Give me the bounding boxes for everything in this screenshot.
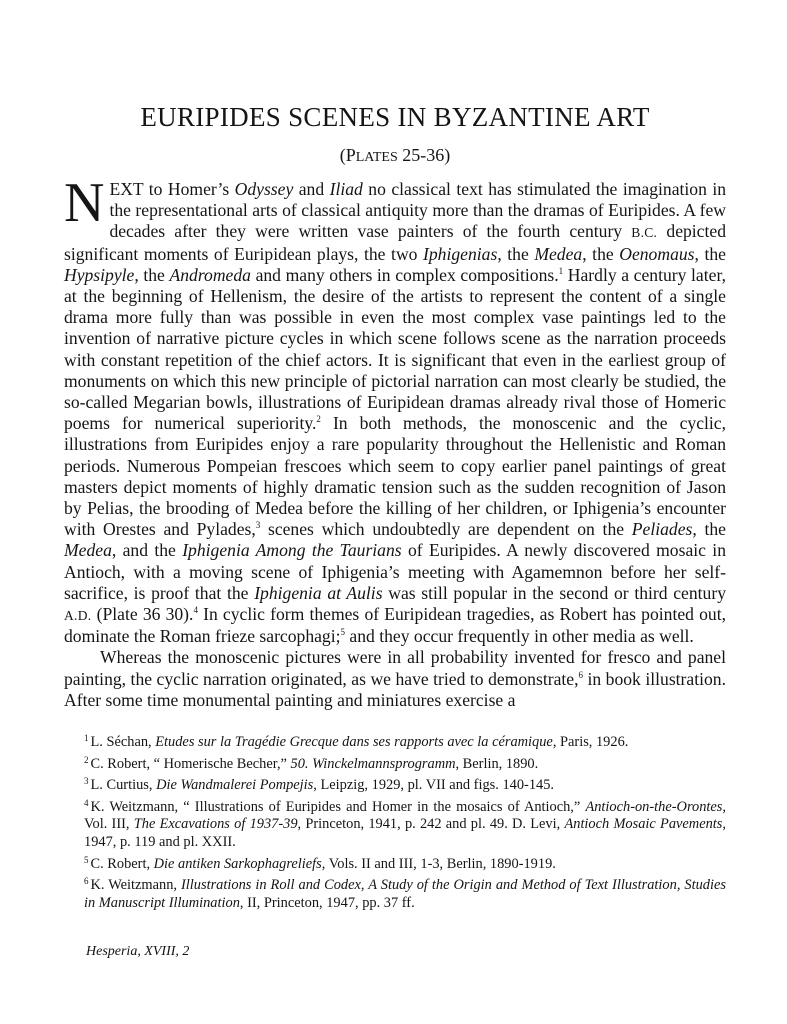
italic-text: Die Wandmalerei Pompejis xyxy=(156,777,314,794)
footnote-number: 3 xyxy=(84,776,89,787)
italic-text: Andromeda xyxy=(169,264,251,285)
text-run: , the xyxy=(497,243,535,264)
smallcaps-text: B.C. xyxy=(631,225,658,241)
text-run: of Euripides. A newly discovered mosaic in Antioch, with a moving scene of Iphigenia’s meeting with Agamemnon before her self-sacrifice, is proof that the xyxy=(64,540,726,603)
italic-text: 50. Winckelmannsprogramm xyxy=(290,755,456,772)
footnote xyxy=(84,730,726,752)
text-run: , Princeton, 1941, p. 242 and pl. 49. D. Levi, xyxy=(297,816,565,833)
text-run: and xyxy=(293,179,330,199)
text-run: was still popular in the second or third century xyxy=(382,582,727,603)
italic-text: Odyssey xyxy=(234,179,294,199)
text-run: scenes which undoubtedly are dependent on the xyxy=(260,519,632,540)
footnote xyxy=(84,852,726,874)
italic-text: Peliades xyxy=(631,519,693,540)
text-run: K. Weitzmann, xyxy=(90,877,181,894)
footnote-number: 6 xyxy=(84,876,89,887)
italic-text: Medea xyxy=(534,243,583,264)
italic-text: Iphigenia Among the Taurians xyxy=(182,540,402,561)
article xyxy=(64,100,726,912)
italic-text: Hypsipyle xyxy=(64,264,135,285)
text-run: and they occur frequently in other media as well. xyxy=(345,626,694,647)
italic-text: Illustrations in Roll and Codex, A Study of the Origin and Method of Text Illustration, Studies in Manuscript Illumination xyxy=(84,877,726,911)
text-run: no classical text has stimulated the imagination in the representational arts of classical antiquity more than the dramas of Euripides. A few decades after they were written vase painters of the fourth century xyxy=(109,179,727,242)
plates-open: (P xyxy=(339,145,356,165)
text-run: (Plate 36 30). xyxy=(91,604,194,625)
footnote-marker: 4 xyxy=(193,605,198,616)
text-run: L. Séchan, xyxy=(90,734,156,751)
text-run: , Vol. III, xyxy=(84,798,726,833)
text-run: EXT to Homer’s xyxy=(109,179,235,199)
smallcaps-text: A.D. xyxy=(64,608,92,624)
footnote-number: 2 xyxy=(84,754,89,765)
text-run: depicted significant moments of Euripidean plays, the two xyxy=(64,221,726,264)
text-run: Whereas the monoscenic pictures were in all probability invented for fresco and panel painting, the cyclic narration originated, as we have tried to demonstrate, xyxy=(64,647,726,689)
text-run: In cyclic form themes of Euripidean tragedies, as Robert has pointed out, dominate the Roman frieze sarcophagi; xyxy=(64,604,726,647)
text-run: , and the xyxy=(111,540,183,561)
text-run: , the xyxy=(692,519,726,540)
text-run: , 1947, p. 119 and pl. XXII. xyxy=(84,816,726,851)
footnote xyxy=(84,795,726,852)
text-run: Hardly a century later, at the beginning of Hellenism, the desire of the artists to represent the content of a single drama more fully than was possible in even the most complex vase paintings led to the invention of narrative picture cycles in which scene follows scene as the narration proceeds with constant repetition of the chief actors. It is significant that even in the earliest group of monuments on which this new principle of pictorial narration can most clearly be studied, the so-called Megarian bowls, illustrations of Euripidean dramas already rival those of Homeric poems for numerical superiority. xyxy=(64,264,726,434)
text-run: , the xyxy=(134,264,170,285)
text-run: , Paris, 1926. xyxy=(552,734,629,751)
text-run: C. Robert, “ Homerische Becher,” xyxy=(90,755,291,772)
footnote-number: 5 xyxy=(84,854,89,865)
drop-cap: N xyxy=(64,172,105,234)
plates-word: LATES xyxy=(355,150,398,165)
footnote-marker: 1 xyxy=(558,265,564,276)
italic-text: Iliad xyxy=(329,179,363,199)
text-run: C. Robert, xyxy=(90,855,154,872)
footnotes xyxy=(64,730,726,912)
plates-reference xyxy=(64,144,726,169)
footnote-number: 1 xyxy=(84,733,89,744)
italic-text: Medea xyxy=(64,540,112,561)
footnote xyxy=(84,773,726,795)
footnote-marker: 5 xyxy=(340,627,346,638)
plates-range: 25-36) xyxy=(397,145,451,165)
footnote xyxy=(84,873,726,912)
text-run: in book illustration. After some time monumental painting and miniatures exercise a xyxy=(64,668,726,710)
italic-text: Die antiken Sarkophagreliefs xyxy=(153,855,322,872)
footnote-marker: 6 xyxy=(578,669,583,680)
italic-text: Antioch Mosaic Pavements xyxy=(564,816,723,833)
folio: Hesperia, XVIII, 2 xyxy=(86,944,190,959)
text-run: In both methods, the monoscenic and the cyclic, illustrations from Euripides enjoy a rare popularity throughout the Hellenistic and Roman periods. Numerous Pompeian frescoes which seem to copy earlier panel paintings of great masters depict moments of highly dramatic tension such as the sudden recognition of Jason by Pelias, the brooding of Medea before the killing of her children, or Iphigenia’s encounter with Orestes and Pylades, xyxy=(64,413,727,540)
text-run: , the xyxy=(694,243,726,264)
text-run: L. Curtius, xyxy=(90,777,157,794)
text-run: , Vols. II and III, 1-3, Berlin, 1890-1919. xyxy=(321,855,556,872)
italic-text: Etudes sur la Tragédie Grecque dans ses rapports avec la céramique xyxy=(155,734,553,751)
text-run: , II, Princeton, 1947, pp. 37 ff. xyxy=(239,894,415,911)
italic-text: Oenomaus xyxy=(619,243,695,264)
footnote-marker: 2 xyxy=(316,414,321,425)
footnote-number: 4 xyxy=(84,797,89,808)
italic-text: The Excavations of 1937-39 xyxy=(133,816,298,833)
italic-text: Iphigenia at Aulis xyxy=(254,582,383,603)
text-run: , the xyxy=(582,243,620,264)
footnote-marker: 3 xyxy=(255,520,261,531)
paragraph-1 xyxy=(64,172,727,647)
text-run: , Leipzig, 1929, pl. VII and figs. 140-145. xyxy=(313,777,555,794)
text-run: and many others in complex compositions. xyxy=(250,264,559,285)
text-run: , Berlin, 1890. xyxy=(455,755,539,772)
body-text xyxy=(64,172,727,711)
footnote xyxy=(84,752,726,774)
italic-text: Antioch-on-the-Orontes xyxy=(585,798,723,815)
text-run: K. Weitzmann, “ Illustrations of Euripides and Homer in the mosaics of Antioch,” xyxy=(90,798,586,815)
paragraph-2 xyxy=(64,647,726,711)
italic-text: Iphigenias xyxy=(423,243,498,264)
article-title: EURIPIDES SCENES IN BYZANTINE ART xyxy=(140,102,650,132)
